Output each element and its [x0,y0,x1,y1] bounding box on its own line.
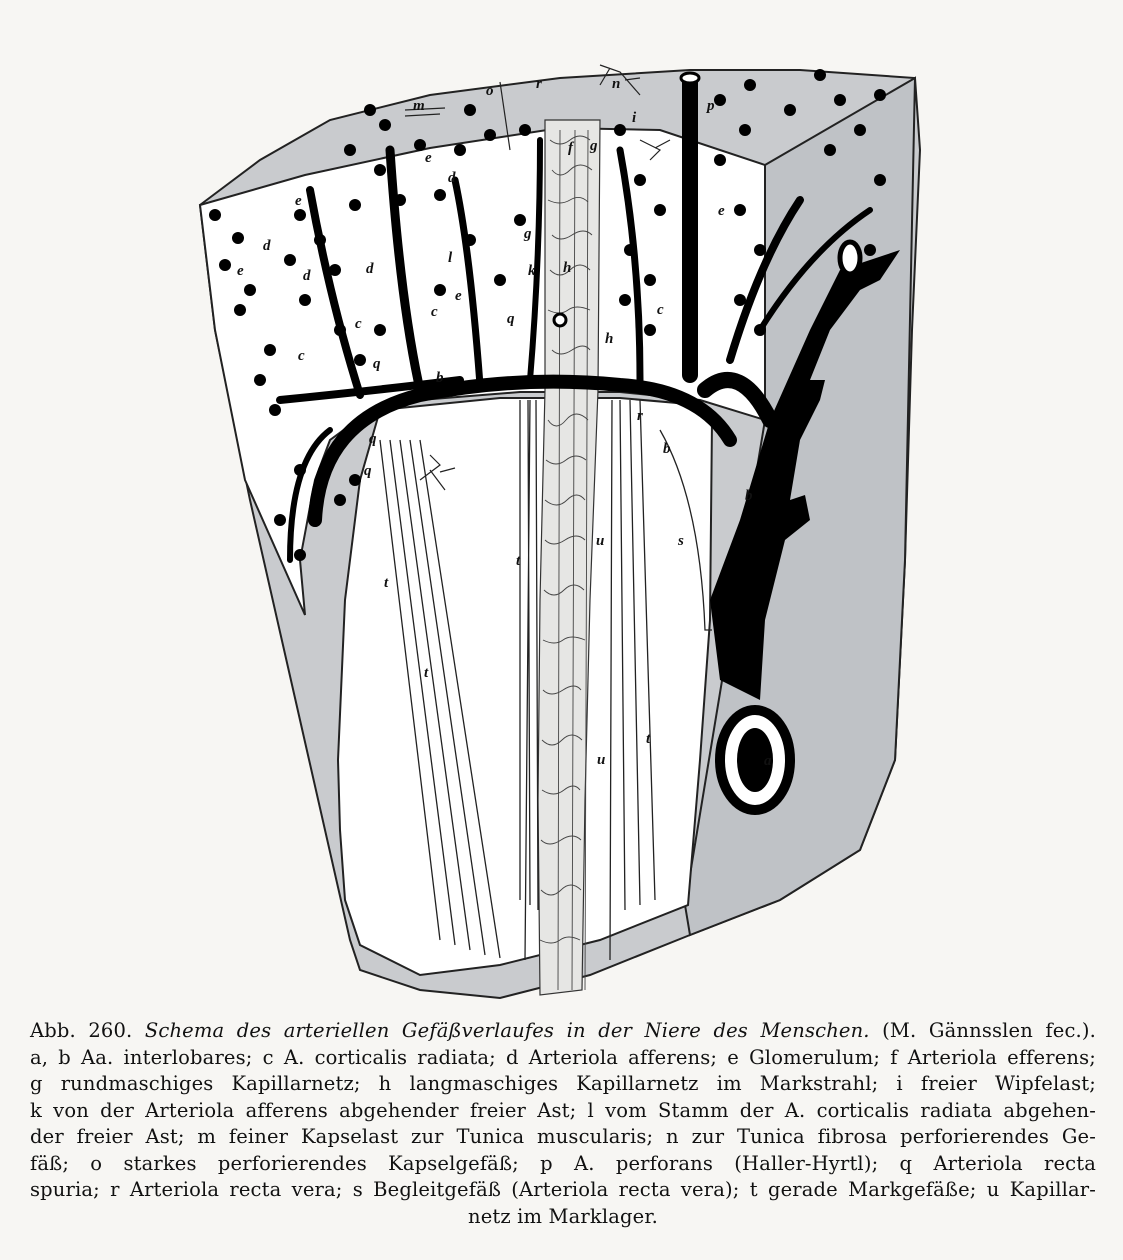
label-b-1: b [436,370,444,386]
label-u-1: u [596,533,605,549]
caption-credit: (M. Gännsslen fec.). [869,1019,1097,1042]
label-c-4: c [657,302,664,318]
caption-line-7: spuria; r Arteriola recta vera; s Begleitgefäß (Arteriola recta vera); t gerade Markgefäße; u Kapillar- [30,1178,1096,1201]
label-d-3: d [366,261,374,277]
label-c-2: c [298,348,305,364]
caption-line-3: g rundmaschiges Kapillarnetz; h langmaschiges Kapillarnetz im Markstrahl; i freier Wipfelast; [30,1072,1096,1095]
label-q-4: q [364,463,372,479]
label-e-1: e [295,193,302,209]
caption-line-4: k von der Arteriola afferens abgehender freier Ast; l vom Stamm der A. corticalis radiata abgehen- [30,1098,1096,1122]
label-e-5: e [718,203,725,219]
label-p: p [707,98,715,114]
label-h-1: h [563,260,572,276]
label-g-mid: g [524,226,532,242]
label-d-1: d [263,238,271,254]
label-m: m [413,98,425,114]
label-q-2: q [507,311,515,327]
label-l: l [448,250,453,266]
label-r: r [637,408,643,424]
figure-caption [30,1018,1096,1230]
label-i: i [632,110,637,126]
caption-line-2: a, b Aa. interlobares; c A. corticalis radiata; d Arteriola afferens; e Glomerulum; f Arteriola efferens; [30,1045,1096,1069]
label-r-top: r [536,76,542,92]
label-d-2: d [303,268,311,284]
label-q-3: q [369,431,377,447]
label-a: a [764,753,772,769]
caption-line-5: der freier Ast; m feiner Kapselast zur Tunica muscularis; n zur Tunica fibrosa perforierendes Ge- [30,1125,1096,1148]
label-e-4: e [455,288,462,304]
label-k: k [528,263,536,279]
label-c-1: c [355,316,362,332]
label-t-1: t [384,575,389,591]
label-t-4: t [646,731,651,747]
label-t-3: t [424,665,429,681]
label-t-2: t [516,553,521,569]
caption-title: Schema des arteriellen Gefäßverlaufes in der Niere des Menschen. [144,1019,870,1042]
label-b-2: b [663,441,671,457]
label-g-top: g [590,138,598,154]
label-c-3: c [431,304,438,320]
label-u-2: u [597,752,606,768]
caption-figure-number: Abb. 260. [30,1019,145,1042]
label-n: n [612,76,621,92]
caption-line-8: netz im Marklager. [467,1204,659,1228]
label-f: f [568,140,573,156]
caption-line-6: fäß; o starkes perforierendes Kapselgefäß; p A. perforans (Haller-Hyrtl); q Arteriola recta [30,1151,1096,1175]
label-s: s [678,533,684,549]
perforating-artery-top [681,73,699,83]
label-o: o [486,83,494,99]
label-e-2: e [237,263,244,279]
label-h-2: h [605,331,614,347]
label-q-1: q [373,356,381,372]
label-d-4: d [448,170,456,186]
label-e-3: e [425,150,432,166]
label-b-3: b [745,488,753,504]
caption-line-1 [30,1018,1096,1045]
